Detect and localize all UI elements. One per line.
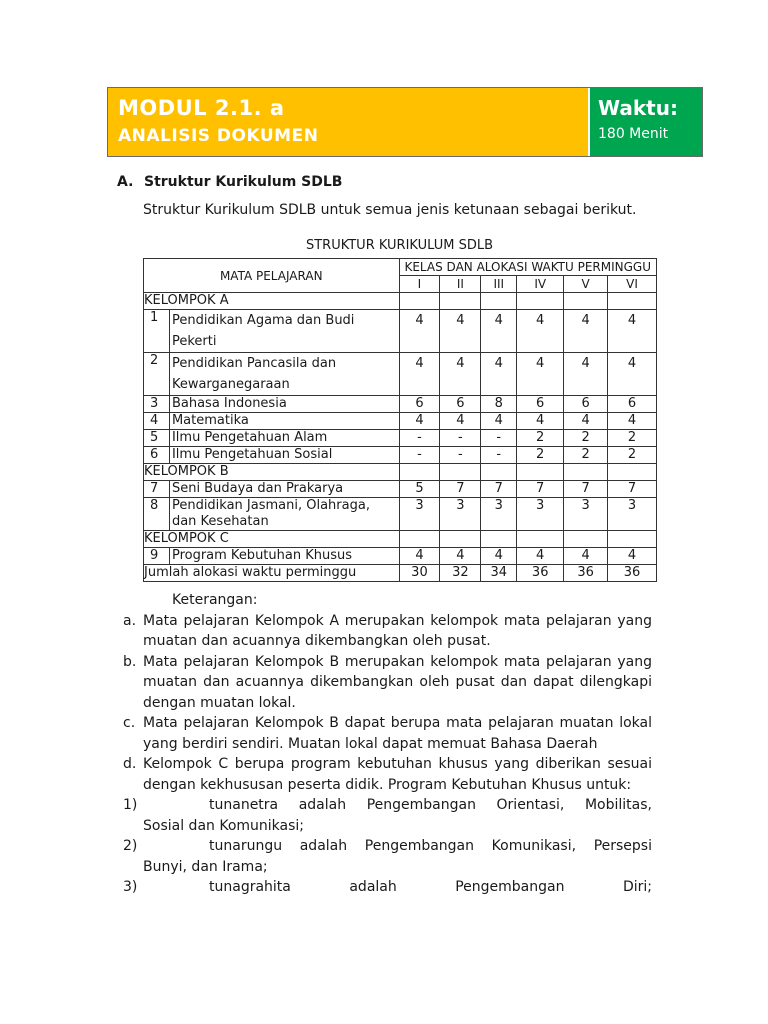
numbered-text: tunagrahita adalah Pengembangan Diri;	[209, 879, 652, 895]
empty-cell	[517, 293, 564, 310]
total-cell: 36	[608, 565, 657, 582]
allocation-cell: 4	[481, 310, 517, 353]
subject-column-header: MATA PELAJARAN	[144, 259, 400, 293]
allocation-cell: -	[481, 447, 517, 464]
allocation-cell: 4	[399, 413, 440, 430]
allocation-cell: 4	[517, 413, 564, 430]
group-name: KELOMPOK C	[144, 531, 400, 548]
numbered-label: 2)	[123, 838, 138, 854]
total-cell: 36	[564, 565, 608, 582]
allocation-cell: 4	[399, 353, 440, 396]
allocation-cell: 4	[608, 353, 657, 396]
allocation-cell: 5	[399, 481, 440, 498]
allocation-cell: 2	[564, 430, 608, 447]
allocation-cell: 2	[608, 447, 657, 464]
allocation-cell: 7	[517, 481, 564, 498]
subject-line: Pekerti	[171, 334, 217, 349]
subject-line: Pendidikan Jasmani, Olahraga,	[171, 498, 370, 513]
row-number: 1	[144, 310, 170, 353]
subject-cell	[169, 430, 399, 447]
note-label: c.	[123, 715, 136, 731]
allocation-cell: 4	[608, 310, 657, 353]
allocation-cell: 6	[399, 396, 440, 413]
section-heading	[117, 174, 342, 190]
numbered-continuation: Sosial dan Komunikasi;	[143, 817, 305, 834]
module-header	[107, 87, 703, 157]
allocation-cell: 6	[517, 396, 564, 413]
numbered-text: tunarungu adalah Pengembangan Komunikasi, Persepsi	[209, 838, 652, 854]
allocation-cell: 4	[440, 548, 481, 565]
subject-cell	[169, 353, 399, 396]
empty-cell	[564, 531, 608, 548]
numbered-list	[123, 795, 652, 898]
row-number: 5	[144, 430, 170, 447]
notes-title: Keterangan:	[172, 592, 258, 608]
numbered-first-line	[123, 795, 652, 816]
curriculum-table	[143, 258, 657, 582]
section-title: Struktur Kurikulum SDLB	[144, 174, 343, 190]
subject-cell	[169, 498, 399, 531]
allocation-cell: 4	[481, 548, 517, 565]
allocation-cell: 4	[608, 413, 657, 430]
row-number: 2	[144, 353, 170, 396]
subject-line: Ilmu Pengetahuan Alam	[171, 430, 328, 445]
row-number: 4	[144, 413, 170, 430]
time-block	[590, 88, 702, 156]
empty-cell	[564, 464, 608, 481]
allocation-cell: 3	[517, 498, 564, 531]
note-item	[123, 754, 652, 795]
allocation-cell: 4	[608, 548, 657, 565]
allocation-cell: 2	[517, 430, 564, 447]
subject-line: Kewarganegaraan	[171, 377, 290, 392]
allocation-cell: 4	[517, 310, 564, 353]
allocation-cell: -	[440, 447, 481, 464]
grade-header-cell: III	[481, 276, 517, 293]
group-row	[144, 293, 657, 310]
table-title: STRUKTUR KURIKULUM SDLB	[305, 238, 493, 253]
allocation-cell: 4	[564, 310, 608, 353]
notes-list	[123, 611, 652, 796]
subject-cell	[169, 481, 399, 498]
numbered-item	[123, 836, 652, 877]
grade-header-cell: II	[440, 276, 481, 293]
row-number: 3	[144, 396, 170, 413]
module-subtitle: ANALISIS DOKUMEN	[118, 126, 319, 146]
table-row	[144, 430, 657, 447]
allocation-cell: 4	[564, 353, 608, 396]
subject-line: Pendidikan Agama dan Budi	[171, 313, 355, 328]
numbered-label: 3)	[123, 879, 138, 895]
empty-cell	[517, 464, 564, 481]
allocation-cell: 6	[608, 396, 657, 413]
row-number: 8	[144, 498, 170, 531]
notes-section	[123, 590, 652, 898]
allocation-cell: 2	[608, 430, 657, 447]
empty-cell	[399, 293, 440, 310]
numbered-first-line	[123, 836, 652, 857]
numbered-label: 1)	[123, 797, 138, 813]
table-header-row	[144, 259, 657, 276]
empty-cell	[399, 464, 440, 481]
row-number: 7	[144, 481, 170, 498]
numbered-text: tunanetra adalah Pengembangan Orientasi, Mobilitas,	[209, 797, 652, 813]
subject-line: Program Kebutuhan Khusus	[171, 548, 353, 563]
table-row	[144, 498, 657, 531]
row-number: 9	[144, 548, 170, 565]
allocation-cell: -	[399, 447, 440, 464]
table-row	[144, 447, 657, 464]
allocation-cell: 4	[440, 413, 481, 430]
total-row	[144, 565, 657, 582]
note-label: d.	[123, 756, 137, 772]
note-text: Mata pelajaran Kelompok B merupakan kelompok mata pelajaran yang muatan dan acuannya dikembangkan oleh pusat dan dapat dilengkapi dengan muatan lokal.	[143, 653, 652, 711]
total-cell: 34	[481, 565, 517, 582]
empty-cell	[399, 531, 440, 548]
allocation-cell: 4	[440, 353, 481, 396]
subject-line: Matematika	[171, 413, 249, 428]
subject-line: Pendidikan Pancasila dan	[171, 356, 337, 371]
row-number: 6	[144, 447, 170, 464]
allocation-cell: 7	[440, 481, 481, 498]
section-letter: A.	[117, 174, 134, 190]
allocation-cell: 4	[481, 413, 517, 430]
note-item	[123, 652, 652, 714]
grade-header-cell: V	[564, 276, 608, 293]
subject-cell	[169, 447, 399, 464]
numbered-first-line	[123, 877, 652, 898]
allocation-cell: 7	[564, 481, 608, 498]
empty-cell	[608, 464, 657, 481]
allocation-cell: -	[440, 430, 481, 447]
allocation-cell: 6	[440, 396, 481, 413]
allocation-cell: 3	[564, 498, 608, 531]
group-row	[144, 464, 657, 481]
numbered-continuation: Bunyi, dan Irama;	[143, 858, 268, 875]
total-cell: 30	[399, 565, 440, 582]
allocation-cell: 4	[564, 413, 608, 430]
subject-line: Bahasa Indonesia	[171, 396, 287, 411]
table-row	[144, 481, 657, 498]
note-item	[123, 611, 652, 652]
empty-cell	[608, 531, 657, 548]
note-label: b.	[123, 653, 137, 670]
note-item	[123, 713, 652, 754]
empty-cell	[481, 464, 517, 481]
allocation-cell: 4	[564, 548, 608, 565]
allocation-cell: 7	[608, 481, 657, 498]
module-title-block	[108, 88, 590, 156]
time-value: 180 Menit	[598, 126, 669, 142]
note-text: Mata pelajaran Kelompok B dapat berupa mata pelajaran muatan lokal yang berdiri sendiri. Muatan lokal dapat memuat Bahasa Daerah	[143, 715, 652, 752]
allocation-cell: 2	[517, 447, 564, 464]
allocation-cell: 2	[564, 447, 608, 464]
total-label: Jumlah alokasi waktu perminggu	[144, 565, 400, 582]
empty-cell	[440, 464, 481, 481]
subject-line: Seni Budaya dan Prakarya	[171, 481, 344, 496]
table-row	[144, 413, 657, 430]
subject-cell	[169, 310, 399, 353]
group-row	[144, 531, 657, 548]
table-row	[144, 396, 657, 413]
allocation-cell: 7	[481, 481, 517, 498]
subject-line: Ilmu Pengetahuan Sosial	[171, 447, 333, 462]
allocation-cell: 3	[440, 498, 481, 531]
grade-header-cell: VI	[608, 276, 657, 293]
allocation-cell: 4	[517, 548, 564, 565]
module-title: MODUL 2.1. a	[118, 96, 285, 120]
note-text: Mata pelajaran Kelompok A merupakan kelompok mata pelajaran yang muatan dan acuannya dikembangkan oleh pusat.	[143, 612, 652, 649]
allocation-cell: -	[399, 430, 440, 447]
empty-cell	[608, 293, 657, 310]
allocation-cell: 4	[399, 310, 440, 353]
empty-cell	[440, 531, 481, 548]
table-row	[144, 353, 657, 396]
allocation-cell: 4	[481, 353, 517, 396]
subject-cell	[169, 548, 399, 565]
group-name: KELOMPOK A	[144, 293, 400, 310]
group-name: KELOMPOK B	[144, 464, 400, 481]
time-label: Waktu:	[598, 96, 678, 120]
numbered-item	[123, 795, 652, 836]
empty-cell	[481, 293, 517, 310]
allocation-cell: 3	[608, 498, 657, 531]
curriculum-table-body	[144, 259, 657, 582]
total-cell: 32	[440, 565, 481, 582]
allocation-cell: 3	[399, 498, 440, 531]
empty-cell	[564, 293, 608, 310]
empty-cell	[440, 293, 481, 310]
allocation-cell: 4	[399, 548, 440, 565]
allocation-cell: 6	[564, 396, 608, 413]
intro-paragraph: Struktur Kurikulum SDLB untuk semua jenis ketunaan sebagai berikut.	[143, 202, 637, 218]
total-cell: 36	[517, 565, 564, 582]
allocation-cell: 4	[440, 310, 481, 353]
subject-cell	[169, 396, 399, 413]
table-row	[144, 548, 657, 565]
empty-cell	[517, 531, 564, 548]
subject-cell	[169, 413, 399, 430]
subject-line: dan Kesehatan	[171, 514, 269, 529]
table-row	[144, 310, 657, 353]
grade-header-cell: IV	[517, 276, 564, 293]
allocation-cell: 8	[481, 396, 517, 413]
allocation-cell: 4	[517, 353, 564, 396]
grade-header-cell: I	[399, 276, 440, 293]
note-label: a.	[123, 612, 137, 629]
allocation-cell: 3	[481, 498, 517, 531]
numbered-item	[123, 877, 652, 898]
note-text: Kelompok C berupa program kebutuhan khusus yang diberikan sesuai dengan kekhususan peserta didik. Program Kebutuhan Khusus untuk:	[143, 756, 652, 793]
empty-cell	[481, 531, 517, 548]
allocation-column-header: KELAS DAN ALOKASI WAKTU PERMINGGU	[399, 259, 657, 276]
allocation-cell: -	[481, 430, 517, 447]
